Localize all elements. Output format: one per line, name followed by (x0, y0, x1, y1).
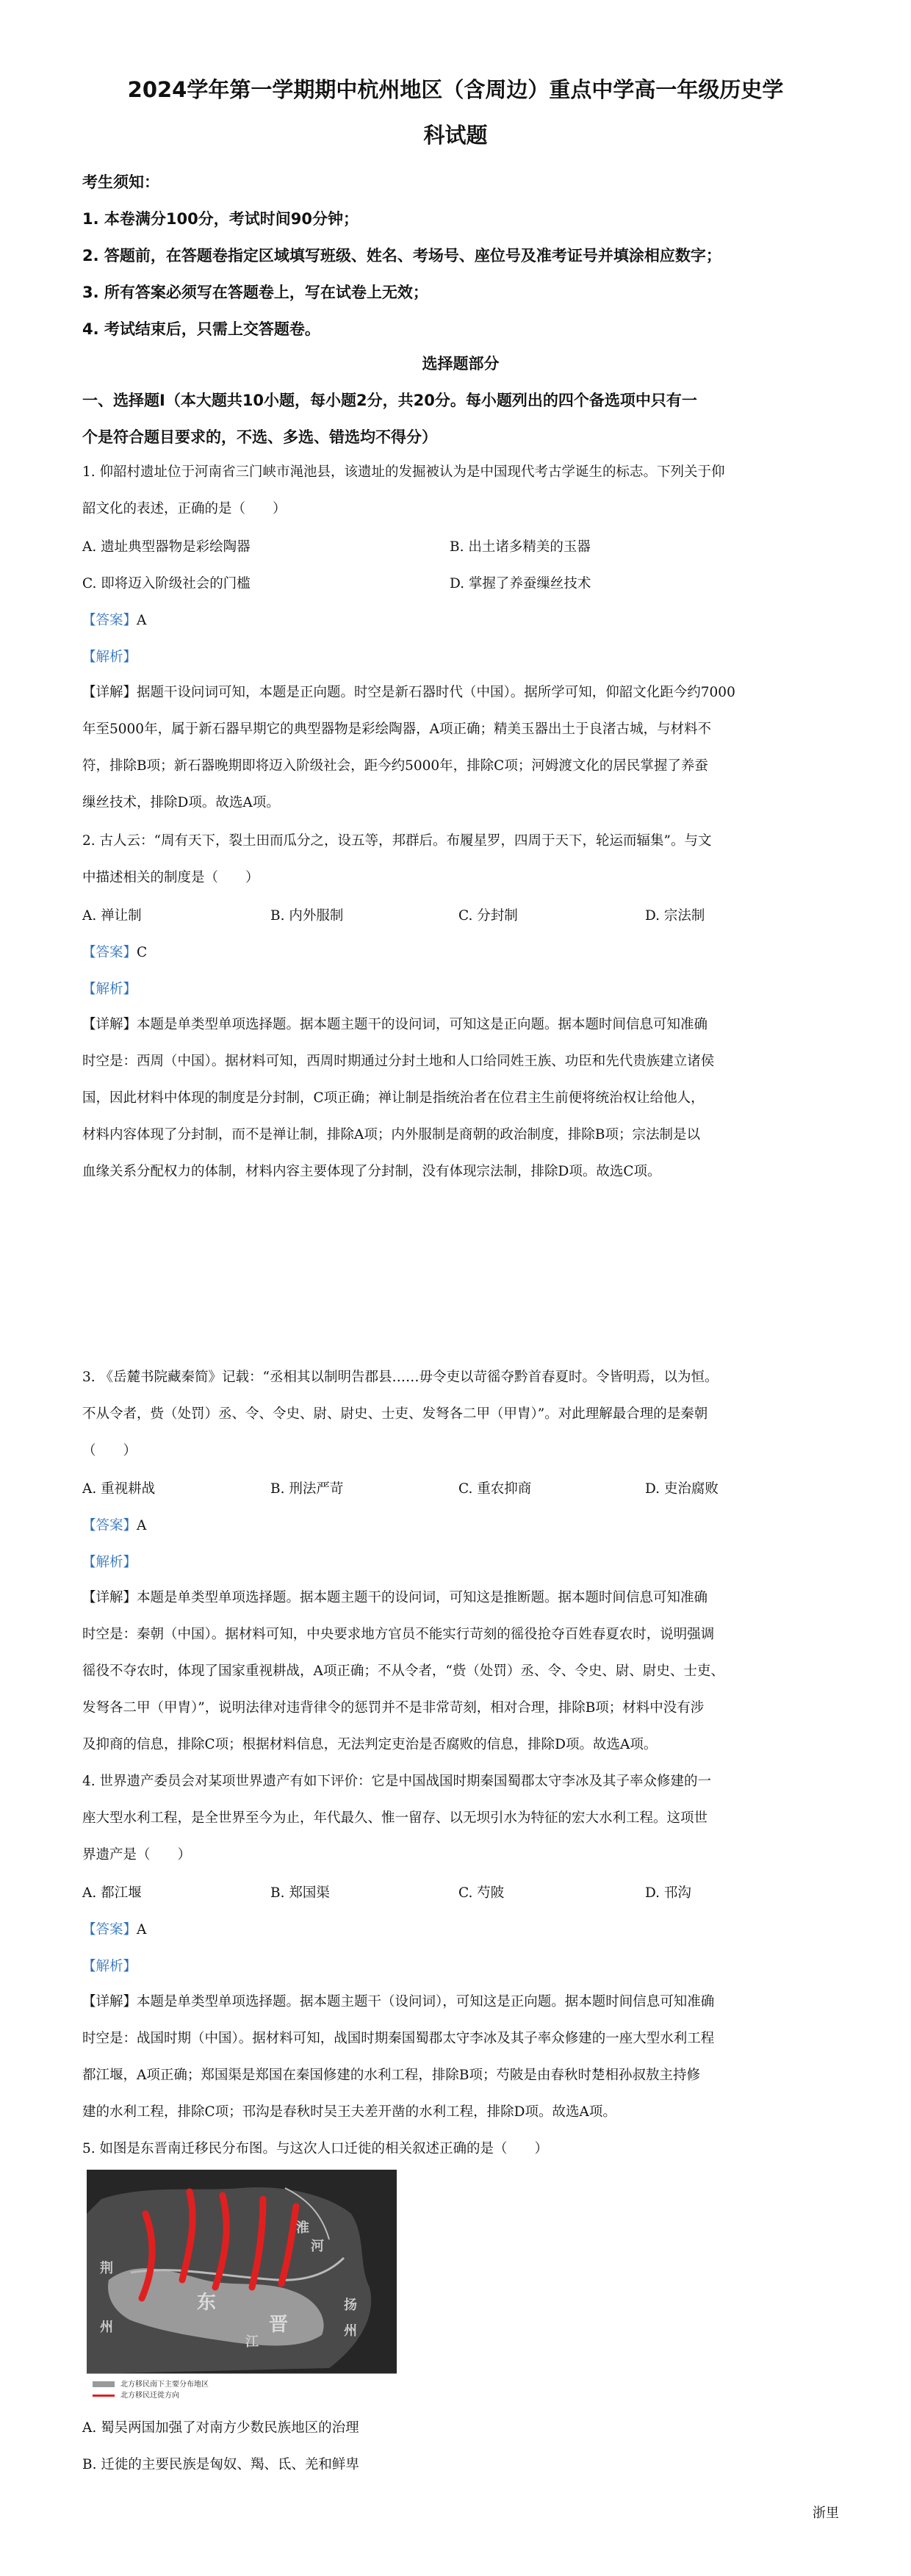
question-2-stem-line: 中描述相关的制度是（ ） (82, 870, 259, 885)
question-2-detail-line: 血缘关系分配权力的体制，材料内容主要体现了分封制，没有体现宗法制，排除D项。故选C项。 (82, 1164, 661, 1179)
question-4-stem-line: 界遗产是（ ） (82, 1847, 192, 1863)
question-1-stem-line: 韶文化的表述，正确的是（ ） (82, 501, 287, 517)
question-1-detail-line: 符，排除B项；新石器晚期即将迈入阶级社会，距今约5000年，排除C项；河姆渡文化的居民掌握了养蚕 (82, 758, 708, 774)
question-2-detail-line: 【详解】本题是单类型单项选择题。据本题主题干的设问词，可知这是正向题。据本题时间信息可知准确 (82, 1017, 708, 1032)
question-4-analysis-label: 【解析】 (82, 1959, 137, 1974)
section-instruction-line-1: 一、选择题Ⅰ（本大题共10小题，每小题2分，共20分。每小题列出的四个备选项中只有一 (82, 392, 697, 409)
question-1-option-a: A. 遗址典型器物是彩绘陶器 (82, 539, 251, 555)
question-2-option-a: A. 禅让制 (82, 908, 142, 924)
question-3-option-b: B. 刑法严苛 (270, 1481, 344, 1497)
map-label-yang: 扬 (344, 2298, 357, 2313)
question-5-stem: 5. 如图是东晋南迁移民分布图。与这次人口迁徙的相关叙述正确的是（ ） (82, 2141, 549, 2156)
question-3-detail-line: 及抑商的信息，排除C项；根据材料信息，无法判定吏治是否腐败的信息，排除D项。故选A项。 (82, 1737, 658, 1752)
question-4-option-c: C. 芍陂 (458, 1885, 505, 1901)
part-title: 选择题部分 (422, 355, 500, 373)
exam-title-line-2: 科试题 (423, 123, 488, 148)
question-1-detail-line: 年至5000年，属于新石器早期它的典型器物是彩绘陶器，A项正确；精美玉器出土于良渚古城，与材料不 (82, 722, 711, 737)
question-3-answer (82, 1515, 146, 1534)
answer-label: 【答案】 (82, 945, 137, 960)
question-4-option-b: B. 郑国渠 (270, 1885, 330, 1901)
question-1-option-d: D. 掌握了养蚕缫丝技术 (450, 576, 591, 591)
map-label-jing: 荆 (100, 2261, 113, 2276)
notice-item: 3. 所有答案必须写在答题卷上，写在试卷上无效； (82, 284, 428, 301)
answer-value: A (137, 1922, 147, 1938)
question-3-option-d: D. 吏治腐败 (645, 1481, 719, 1497)
map-label-jiang: 江 (245, 2334, 259, 2350)
question-1-stem-line: 1. 仰韶村遗址位于河南省三门峡市渑池县，该遗址的发掘被认为是中国现代考古学诞生的标志。下列关于仰 (82, 464, 725, 480)
notice-item: 4. 考试结束后，只需上交答题卷。 (82, 320, 320, 338)
map-label-zhou: 州 (100, 2320, 113, 2335)
question-4-detail-line: 建的水利工程，排除C项；邗沟是春秋时吴王夫差开凿的水利工程，排除D项。故选A项。 (82, 2104, 616, 2120)
notice-heading: 考生须知： (82, 173, 159, 191)
question-3-analysis-label: 【解析】 (82, 1555, 137, 1570)
answer-value: C (137, 945, 148, 960)
legend-label: 北方移民南下主要分布地区 (120, 2381, 209, 2389)
question-4-detail-line: 都江堰，A项正确；郑国渠是郑国在秦国修建的水利工程，排除B项；芍陂是由春秋时楚相孙叔敖主持修 (82, 2068, 700, 2083)
answer-label: 【答案】 (82, 1922, 137, 1938)
question-3-option-c: C. 重农抑商 (458, 1481, 532, 1497)
question-2-stem-line: 2. 古人云：“周有天下，裂土田而瓜分之，设五等，邦群后。布履星罗，四周于天下，轮运而辐集”。与文 (82, 833, 712, 849)
question-2-detail-line: 国，因此材料中体现的制度是分封制，C项正确；禅让制是指统治者在位君主生前便将统治权让给他人， (82, 1090, 705, 1106)
question-2-option-d: D. 宗法制 (645, 908, 705, 924)
legend-label: 北方移民迁徙方向 (120, 2392, 179, 2400)
legend-swatch (93, 2381, 115, 2387)
answer-value: A (137, 613, 147, 628)
question-2-analysis-label: 【解析】 (82, 982, 137, 997)
question-2-detail-line: 材料内容体现了分封制，而不是禅让制，排除A项；内外服制是商朝的政治制度，排除B项；宗法制是以 (82, 1127, 700, 1143)
question-1-detail-line: 【详解】据题干设问词可知，本题是正向题。时空是新石器时代（中国）。据所学可知，仰韶文化距今约7000 (82, 685, 735, 700)
question-4-option-a: A. 都江堰 (82, 1885, 142, 1901)
notice-item: 1. 本卷满分100分，考试时间90分钟； (82, 210, 359, 228)
answer-label: 【答案】 (82, 1518, 137, 1533)
question-3-stem-line: 不从令者，赀（处罚）丞、令、令史、尉、尉史、士吏、发弩各二甲（甲胄）”。对此理解最合理的是秦朝 (82, 1406, 708, 1422)
question-3-stem-line: 3. 《岳麓书院藏秦简》记载：“丞相其以制明告郡县……毋令吏以苛徭夺黔首春夏时。令皆明焉，以为恒。 (82, 1370, 719, 1385)
legend-item-settlement (93, 2378, 209, 2389)
question-5-option-b: B. 迁徙的主要民族是匈奴、羯、氐、羌和鲜卑 (82, 2457, 359, 2472)
question-4-detail-line: 时空是：战国时期（中国）。据材料可知，战国时期秦国蜀郡太守李冰及其子率众修建的一座大型水利工程 (82, 2031, 715, 2046)
question-1-answer (82, 610, 146, 629)
question-3-detail-line: 徭役不夺农时，体现了国家重视耕战，A项正确；不从令者，“赀（处罚）丞、令、令史、尉、尉史、士吏、 (82, 1663, 724, 1679)
map-label-zhou-2: 州 (344, 2323, 357, 2339)
page-footer: 浙里 (813, 2505, 839, 2521)
notice-item: 2. 答题前，在答题卷指定区域填写班级、姓名、考场号、座位号及准考证号并填涂相应数字； (82, 247, 721, 265)
map-label-dong: 东 (197, 2292, 217, 2314)
question-4-answer (82, 1919, 146, 1938)
question-4-stem-line: 座大型水利工程，是全世界至今为止，年代最久、惟一留存、以无坝引水为特征的宏大水利工程。这项世 (82, 1810, 708, 1826)
question-3-detail-line: 【详解】本题是单类型单项选择题。据本题主题干的设问词，可知这是推断题。据本题时间信息可知准确 (82, 1590, 708, 1605)
answer-label: 【答案】 (82, 613, 137, 628)
legend-item-arrow (93, 2389, 179, 2400)
question-1-option-b: B. 出土诸多精美的玉器 (450, 539, 591, 555)
exam-title-line-1: 2024学年第一学期期中杭州地区（含周边）重点中学高一年级历史学 (127, 77, 784, 102)
question-1-option-c: C. 即将迈入阶级社会的门槛 (82, 576, 251, 591)
map-legend (87, 2373, 397, 2400)
answer-value: A (137, 1518, 147, 1533)
legend-swatch (93, 2395, 115, 2397)
migration-map (87, 2170, 397, 2400)
map-label-he: 河 (311, 2239, 324, 2254)
question-4-option-d: D. 邗沟 (645, 1885, 691, 1901)
section-instruction-line-2: 个是符合题目要求的，不选、多选、错选均不得分） (82, 428, 437, 446)
question-5-option-a: A. 蜀吴两国加强了对南方少数民族地区的治理 (82, 2420, 359, 2436)
question-4-stem-line: 4. 世界遗产委员会对某项世界遗产有如下评价：它是中国战国时期秦国蜀郡太守李冰及其子率众修建的一 (82, 1774, 712, 1789)
migration-map-graphic (87, 2170, 397, 2374)
question-3-stem-line: （ ） (82, 1443, 137, 1458)
question-3-detail-line: 发弩各二甲（甲胄）”，说明法律对违背律令的惩罚并不是非常苛刻，相对合理，排除B项；材料中没有涉 (82, 1700, 705, 1716)
question-2-option-c: C. 分封制 (458, 908, 518, 924)
map-label-jin: 晋 (269, 2314, 289, 2336)
question-3-detail-line: 时空是：秦朝（中国）。据材料可知，中央要求地方官员不能实行苛刻的徭役抢夺百姓春夏农时，说明强调 (82, 1627, 715, 1642)
question-4-detail-line: 【详解】本题是单类型单项选择题。据本题主题干（设问词），可知这是正向题。据本题时间信息可知准确 (82, 1994, 715, 2010)
question-1-detail-line: 缫丝技术，排除D项。故选A项。 (82, 795, 280, 810)
map-label-huai: 淮 (296, 2220, 309, 2236)
question-2-answer (82, 942, 147, 961)
question-3-option-a: A. 重视耕战 (82, 1481, 156, 1497)
question-2-option-b: B. 内外服制 (270, 908, 344, 924)
question-1-analysis-label: 【解析】 (82, 650, 137, 665)
question-2-detail-line: 时空是：西周（中国）。据材料可知，西周时期通过分封土地和人口给同姓王族、功臣和先代贵族建立诸侯 (82, 1054, 715, 1069)
